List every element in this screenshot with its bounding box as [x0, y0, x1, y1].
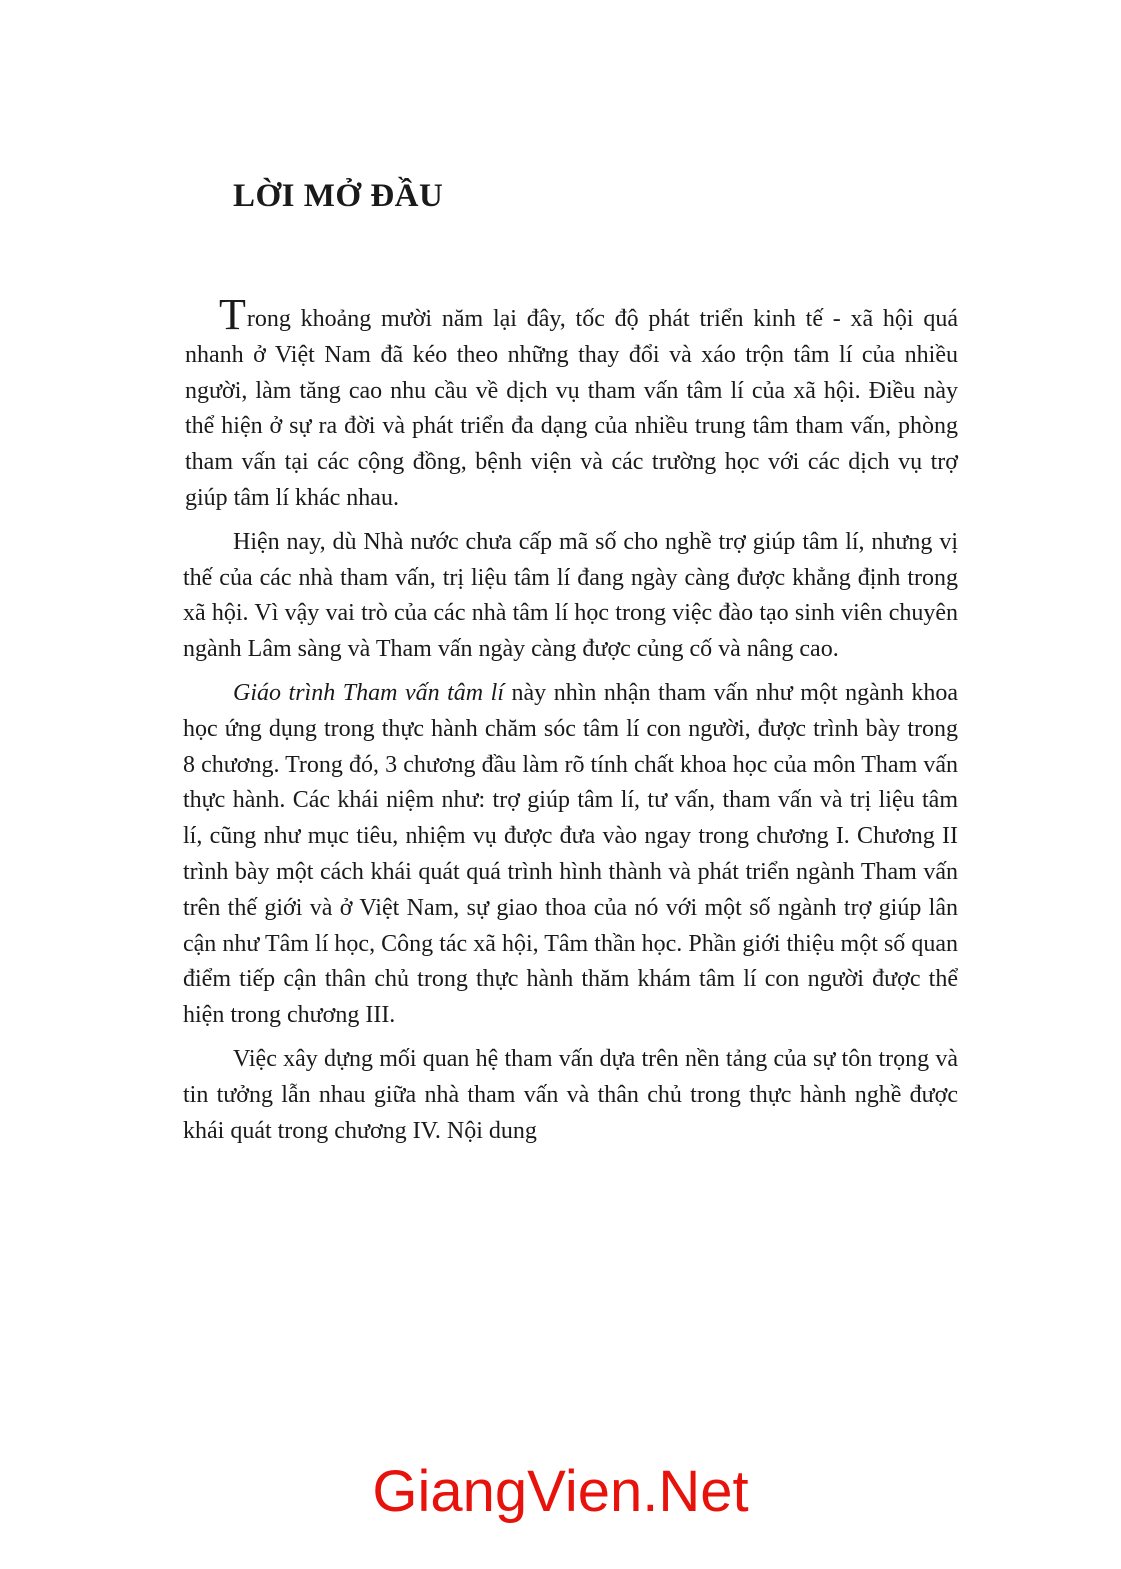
- watermark-text: GiangVien.Net: [372, 1459, 749, 1524]
- paragraph-intro-text: rong khoảng mười năm lại đây, tốc độ phát triển kinh tế - xã hội quá nhanh ở Việt Nam đã kéo theo những thay đổi và xáo trộn tâm lí của nhiều người, làm tăng cao nhu cầu về dịch vụ tham vấn tâm lí của xã hội. Điều này thể hiện ở sự ra đời và phát triển đa dạng của nhiều trung tâm tham vấn, phòng tham vấn tại các cộng đồng, bệnh viện và các trường học với các dịch vụ trợ giúp tâm lí khác nhau.: [185, 306, 958, 511]
- body-text: [183, 290, 958, 1157]
- paragraph-counseling-relationship: Việc xây dựng mối quan hệ tham vấn dựa trên nền tảng của sự tôn trọng và tin tưởng lẫn nhau giữa nhà tham vấn và thân chủ trong thực hành nghề được khái quát trong chương IV. Nội dung: [183, 1045, 958, 1144]
- paragraph-intro: [185, 290, 958, 517]
- paragraph-textbook-overview: [183, 676, 958, 1034]
- textbook-title: Giáo trình Tham vấn tâm lí: [233, 679, 504, 706]
- paragraph-current-status: Hiện nay, dù Nhà nước chưa cấp mã số cho nghề trợ giúp tâm lí, nhưng vị thế của các nhà tham vấn, trị liệu tâm lí đang ngày càng được khẳng định trong xã hội. Vì vậy vai trò của các nhà tâm lí học trong việc đào tạo sinh viên chuyên ngành Lâm sàng và Tham vấn ngày càng được củng cố và nâng cao.: [183, 528, 958, 663]
- page-heading: LỜI MỞ ĐẦU: [233, 178, 444, 214]
- paragraph-textbook-overview-text: này nhìn nhận tham vấn như một ngành khoa học ứng dụng trong thực hành chăm sóc tâm lí con người, được trình bày trong 8 chương. Trong đó, 3 chương đầu làm rõ tính chất khoa học của môn Tham vấn thực hành. Các khái niệm như: trợ giúp tâm lí, tư vấn, tham vấn và trị liệu tâm lí, cũng như mục tiêu, nhiệm vụ được đưa vào ngay trong chương I. Chương II trình bày một cách khái quát quá trình hình thành và phát triển ngành Tham vấn trên thế giới và ở Việt Nam, sự giao thoa của nó với một số ngành trợ giúp lân cận như Tâm lí học, Công tác xã hội, Tâm thần học. Phần giới thiệu một số quan điểm tiếp cận thân chủ trong thực hành thăm khám tâm lí con người được thể hiện trong chương III.: [183, 679, 958, 1029]
- drop-cap-letter: T: [219, 290, 246, 339]
